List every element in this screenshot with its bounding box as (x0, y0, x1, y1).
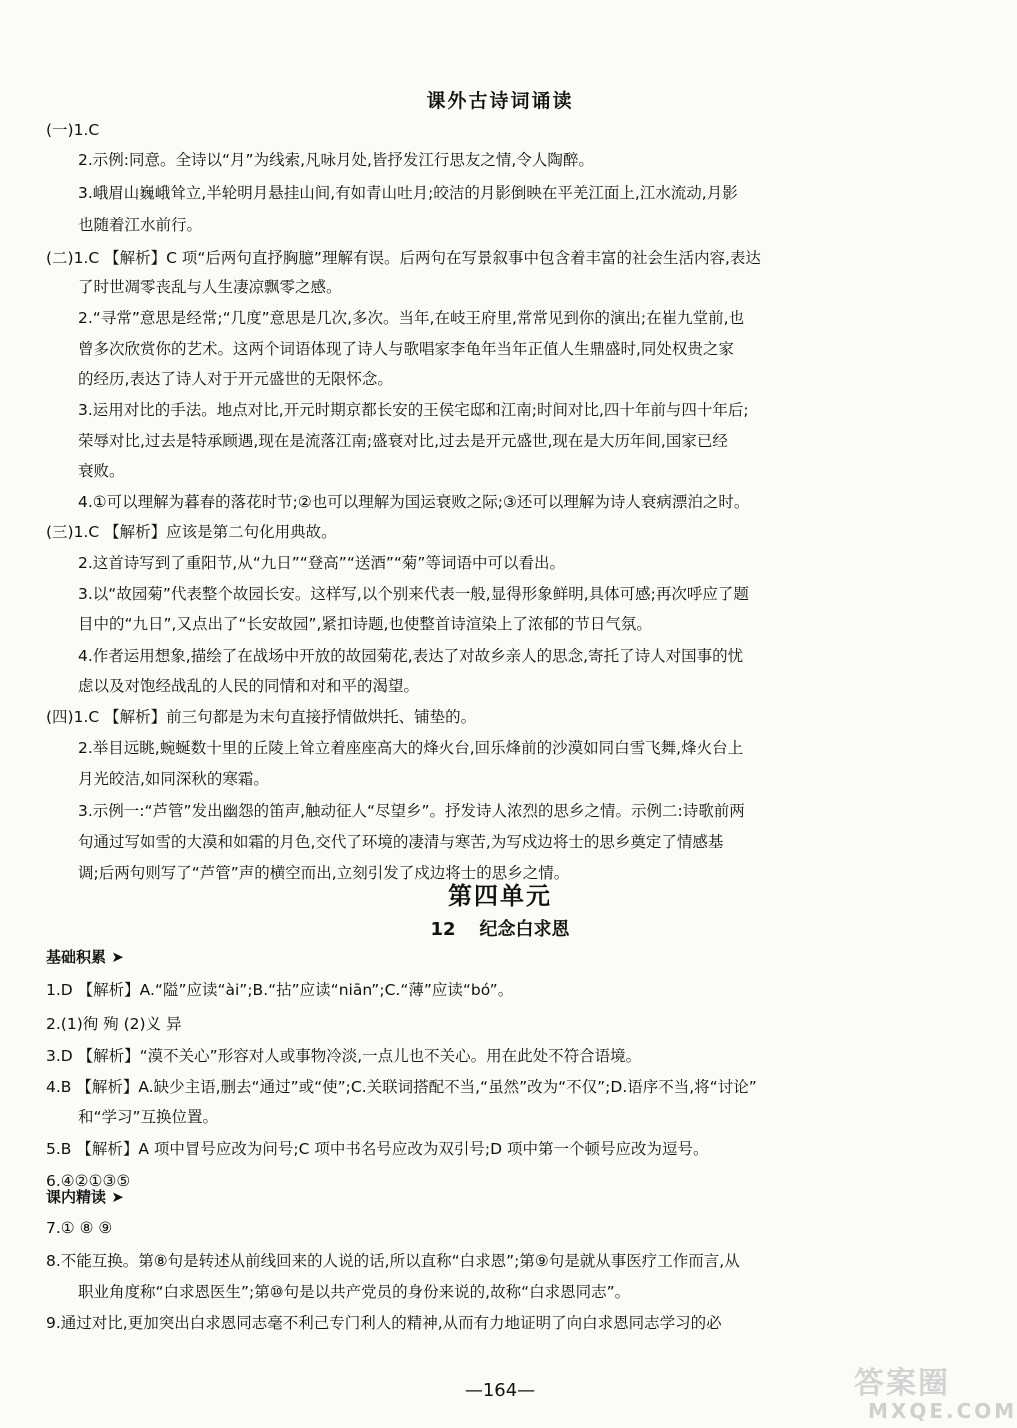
page-number: —164— (464, 1380, 536, 1401)
answer-line: 虑以及对饱经战乱的人民的同情和对和平的渴望。 (78, 677, 420, 695)
answer-line: 荣辱对比,过去是特承顾遇,现在是流落江南;盛衰对比,过去是开元盛世,现在是大历年间,国家已经 (78, 432, 728, 450)
answer-line: (二)1.C 【解析】C 项“后两句直抒胸臆”理解有误。后两句在写景叙事中包含着丰富的社会生活内容,表达 (46, 249, 761, 267)
answer-line: 2.“寻常”意思是经常;“几度”意思是几次,多次。当年,在岐王府里,常常见到你的演出;在崔九堂前,也 (78, 309, 745, 327)
answer-line: 5.B 【解析】A 项中冒号应改为问号;C 项中书名号应改为双引号;D 项中第一个顿号应改为逗号。 (46, 1140, 709, 1158)
answer-line: 4.作者运用想象,描绘了在战场中开放的故园菊花,表达了对故乡亲人的思念,寄托了诗人对国事的忧 (78, 647, 744, 665)
label-jichu-jilei: 基础积累 ➤ (46, 948, 124, 966)
answer-line: 调;后两句则写了“芦管”声的横空而出,立刻引发了戍边将士的思乡之情。 (78, 864, 570, 882)
answer-line: 4.B 【解析】A.缺少主语,删去“通过”或“使”;C.关联词搭配不当,“虽然”改为“不仅”;D.语序不当,将“讨论” (46, 1078, 757, 1096)
answer-line: 3.以“故园菊”代表整个故园长安。这样写,以个别来代表一般,显得形象鲜明,具体可感;再次呼应了题 (78, 585, 749, 603)
answer-line: 月光皎洁,如同深秋的寒霜。 (78, 770, 269, 788)
unit-title: 第四单元 (448, 882, 552, 910)
answer-line: 目中的“九日”,又点出了“长安故园”,紧扣诗题,也使整首诗渲染上了浓郁的节日气氛。 (78, 615, 652, 633)
answer-line: 6.④②①③⑤ (46, 1172, 131, 1190)
answer-line: 的经历,表达了诗人对于开元盛世的无限怀念。 (78, 370, 393, 388)
answer-line: 职业角度称“白求恩医生”;第⑩句是以共产党员的身份来说的,故称“白求恩同志”。 (78, 1283, 631, 1301)
answer-line: 4.①可以理解为暮春的落花时节;②也可以理解为国运衰败之际;③还可以理解为诗人衰病漂泊之时。 (78, 493, 750, 511)
answer-line: 衰败。 (78, 462, 125, 480)
watermark-logo (854, 1366, 1017, 1426)
answer-line: 9.通过对比,更加突出白求恩同志毫不利己专门利人的精神,从而有力地证明了向白求恩同志学习的必 (46, 1314, 722, 1332)
answer-line: 2.这首诗写到了重阳节,从“九日”“登高”“送酒”“菊”等词语中可以看出。 (78, 554, 565, 572)
answer-line: (三)1.C 【解析】应该是第二句化用典故。 (46, 523, 337, 541)
watermark-cn: 答案圈 (854, 1366, 950, 1401)
answer-line: 8.不能互换。第⑧句是转述从前线回来的人说的话,所以直称“白求恩”;第⑨句是就从事医疗工作而言,从 (46, 1252, 740, 1270)
answer-line: 和“学习”互换位置。 (78, 1108, 219, 1126)
answer-line: 7.① ⑧ ⑨ (46, 1219, 113, 1237)
answer-line: 句通过写如雪的大漠和如霜的月色,交代了环境的凄清与寒苦,为写戍边将士的思乡奠定了情感基 (78, 833, 724, 851)
answer-line: 3.示例一:“芦管”发出幽怨的笛声,触动征人“尽望乡”。抒发诗人浓烈的思乡之情。示例二:诗歌前两 (78, 802, 745, 820)
answer-line: 2.举目远眺,蜿蜒数十里的丘陵上耸立着座座高大的烽火台,回乐烽前的沙漠如同白雪飞舞,烽火台上 (78, 739, 744, 757)
answer-line: 2.(1)徇 殉 (2)义 异 (46, 1015, 182, 1033)
answer-line: 2.示例:同意。全诗以“月”为线索,凡咏月处,皆抒发江行思友之情,令人陶醉。 (78, 151, 594, 169)
answer-line: 了时世凋零丧乱与人生凄凉飘零之感。 (78, 278, 342, 296)
answer-line: 3.运用对比的手法。地点对比,开元时期京都长安的王侯宅邸和江南;时间对比,四十年前与四十年后; (78, 401, 749, 419)
answer-line: 1.D 【解析】A.“隘”应读“ài”;B.“拈”应读“niān”;C.“薄”应读“bó”。 (46, 981, 514, 999)
watermark-en: MXQE.COM (868, 1399, 1017, 1423)
answer-line: 3.峨眉山巍峨耸立,半轮明月悬挂山间,有如青山吐月;皎洁的月影倒映在平羌江面上,江水流动,月影 (78, 184, 738, 202)
label-kenei-jingdu: 课内精读 ➤ (46, 1188, 124, 1206)
answer-line: 3.D 【解析】“漠不关心”形容对人或事物冷淡,一点儿也不关心。用在此处不符合语境。 (46, 1047, 642, 1065)
lesson-number: 12 (430, 919, 456, 940)
lesson-title (0, 915, 1000, 941)
answer-line: 也随着江水前行。 (78, 216, 203, 234)
answer-line: 曾多次欣赏你的艺术。这两个词语体现了诗人与歌唱家李龟年当年正值人生鼎盛时,同处权贵之家 (78, 340, 734, 358)
section-title: 课外古诗词诵读 (426, 90, 574, 112)
lesson-name: 纪念白求恩 (479, 919, 570, 940)
answer-line: (一)1.C (46, 121, 100, 139)
answer-line: (四)1.C 【解析】前三句都是为末句直接抒情做烘托、铺垫的。 (46, 708, 477, 726)
